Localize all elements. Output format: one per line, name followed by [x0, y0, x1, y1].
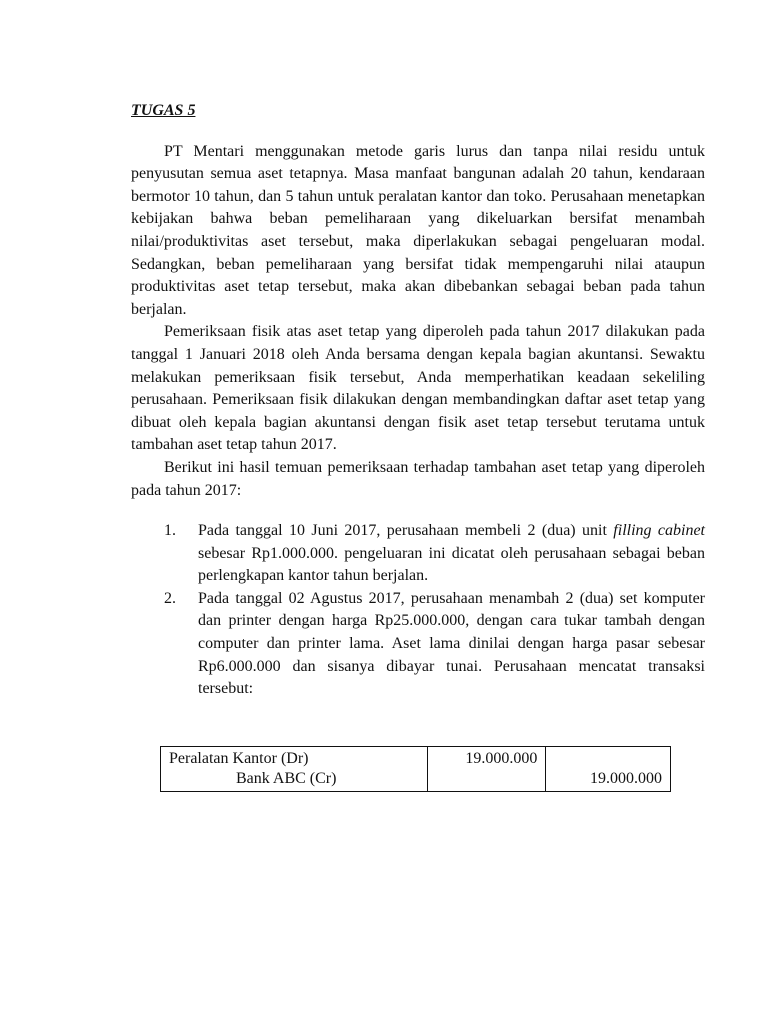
journal-credit-cell — [546, 747, 671, 792]
list-item — [131, 520, 705, 588]
document-title: TUGAS 5 — [131, 102, 196, 119]
list-item-text — [198, 588, 705, 701]
journal-entry-table — [160, 746, 671, 792]
credit-amount: 19.000.000 — [590, 770, 662, 787]
paragraph-3: Berikut ini hasil temuan pemeriksaan terhadap tambahan aset tetap yang diperoleh pada tahun 2017: — [131, 458, 705, 499]
debit-account: Peralatan Kantor (Dr) — [169, 750, 309, 767]
journal-debit-cell — [427, 747, 546, 792]
paragraph-2: Pemeriksaan fisik atas aset tetap yang diperoleh pada tahun 2017 dilakukan pada tanggal 1 Januari 2018 oleh Anda bersama dengan kepala bagian akuntansi. Sewaktu melakukan pemeriksaan fisik tersebut, Anda memperhatikan keadaan sekeliling perusahaan. Pemeriksaan fisik dilakukan dengan membandingkan daftar aset tetap yang dibuat oleh kepala bagian akuntansi dengan fisik aset tetap tersebut terutama untuk tambahan aset tetap tahun 2017. — [131, 323, 705, 454]
journal-accounts-cell — [161, 747, 428, 792]
list-item-number: 1. — [164, 522, 176, 540]
list-item-text-italic: filling cabinet — [613, 522, 705, 540]
list-item-text-after: sebesar Rp1.000.000. pengeluaran ini dicatat oleh perusahaan sebagai beban perlengkapan kantor tahun berjalan. — [198, 544, 705, 585]
table-row — [161, 747, 671, 792]
debit-amount: 19.000.000 — [465, 750, 538, 767]
list-item-number: 2. — [164, 589, 176, 607]
credit-account: Bank ABC (Cr) — [236, 770, 337, 787]
findings-list — [131, 520, 705, 701]
document-page — [131, 100, 705, 701]
paragraph-1: PT Mentari menggunakan metode garis lurus dan tanpa nilai residu untuk penyusutan semua aset tetapnya. Masa manfaat bangunan adalah 20 tahun, kendaraan bermotor 10 tahun, dan 5 tahun untuk peralatan kantor dan toko. Perusahaan menetapkan kebijakan bahwa beban pemeliharaan yang dikeluarkan bersifat menambah nilai/produktivitas aset tersebut, maka diperlakukan sebagai pengeluaran modal. Sedangkan, beban pemeliharaan yang bersifat tidak mempengaruhi nilai ataupun produktivitas aset tetap tersebut, maka akan dibebankan sebagai beban pada tahun berjalan. — [131, 142, 705, 318]
list-item-text — [198, 520, 705, 588]
list-item — [131, 588, 705, 701]
list-item-text-before: Pada tanggal 10 Juni 2017, perusahaan membeli 2 (dua) unit — [198, 522, 614, 540]
debit-amount-blank — [436, 769, 538, 789]
credit-amount-blank — [554, 749, 662, 769]
list-item-text-before: Pada tanggal 02 Agustus 2017, perusahaan menambah 2 (dua) set komputer dan printer dengan harga Rp25.000.000, dengan cara tukar tambah dengan computer dan printer lama. Aset lama dinilai dengan harga pasar sebesar Rp6.000.000 dan sisanya dibayar tunai. Perusahaan mencatat transaksi tersebut: — [198, 589, 705, 698]
